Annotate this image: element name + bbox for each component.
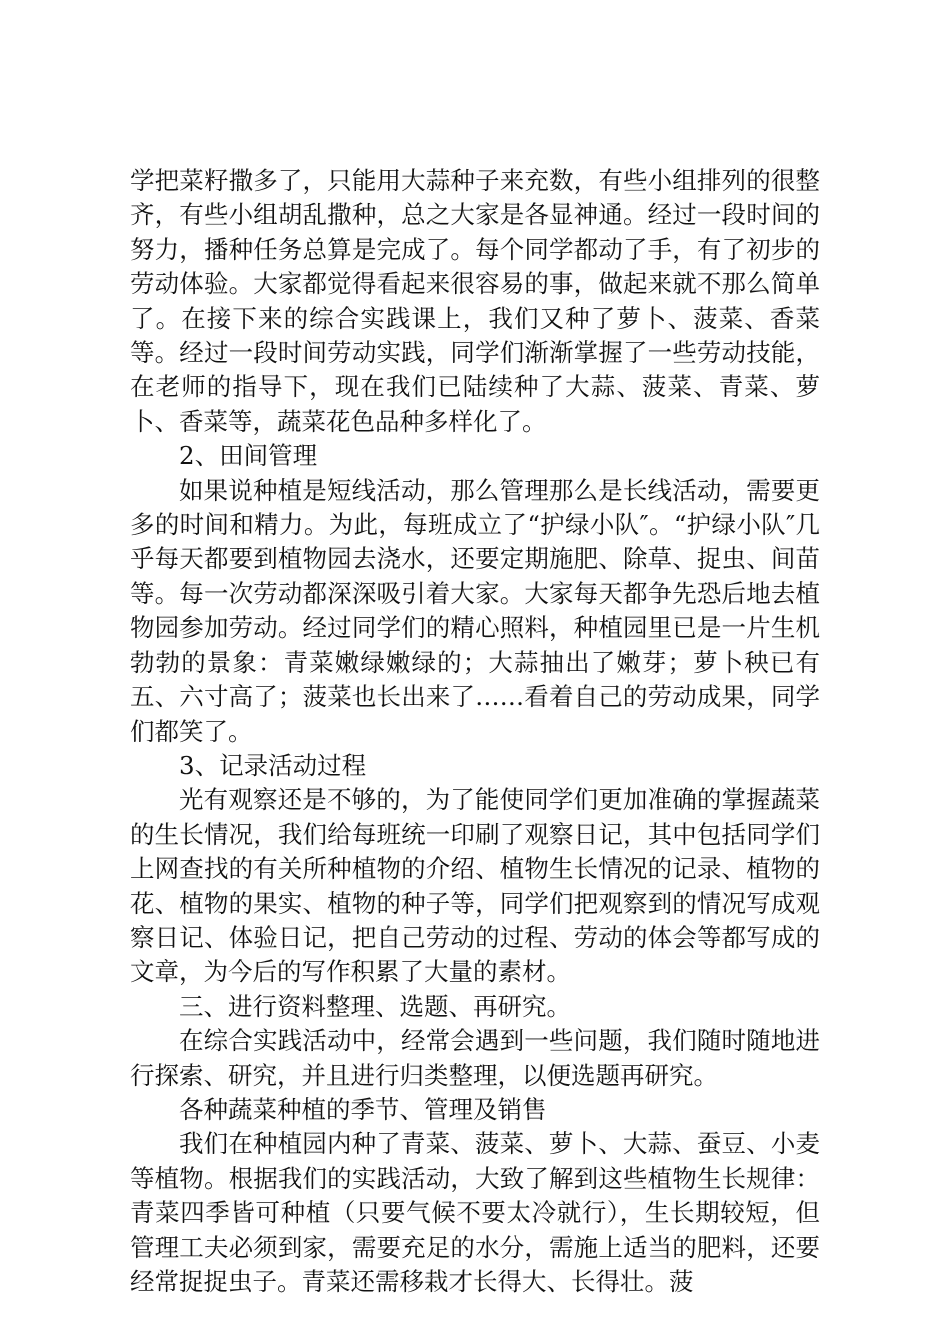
heading-section-three: 三、进行资料整理、选题、再研究。 <box>179 991 571 1021</box>
heading-record-activity: 3、记录活动过程 <box>179 750 367 780</box>
heading-field-management: 2、田间管理 <box>179 441 318 471</box>
paragraph-section-three: 在综合实践活动中，经常会遇到一些问题，我们随时随地进行探索、研究，并且进行归类整理，以便选题再研究。 <box>130 1026 820 1090</box>
heading-vegetable-seasons: 各种蔬菜种植的季节、管理及销售 <box>179 1094 547 1124</box>
paragraph-record-activity: 光有观察还是不够的，为了能使同学们更加准确的掌握蔬菜的生长情况，我们给每班统一印刷了观察日记，其中包括同学们上网查找的有关所种植物的介绍、植物生长情况的记录、植物的花、植物的果实、植物的种子等，同学们把观察到的情况写成观察日记、体验日记，把自己劳动的过程、劳动的体会等都写成的文章，为今后的写作积累了大量的素材。 <box>130 785 820 987</box>
document-page <box>130 164 820 1299</box>
paragraph-vegetable-seasons: 我们在种植园内种了青菜、菠菜、萝卜、大蒜、蚕豆、小麦等植物。根据我们的实践活动，大致了解到这些植物生长规律：青菜四季皆可种植（只要气候不要太冷就行），生长期较短，但管理工夫必须到家，需要充足的水分，需施上适当的肥料，还要经常捉捉虫子。青菜还需移栽才长得大、长得壮。菠 <box>130 1129 820 1296</box>
paragraph-sowing-continued: 学把菜籽撒多了，只能用大蒜种子来充数，有些小组排列的很整齐，有些小组胡乱撒种，总之大家是各显神通。经过一段时间的努力，播种任务总算是完成了。每个同学都动了手，有了初步的劳动体验。大家都觉得看起来很容易的事，做起来就不那么简单了。在接下来的综合实践课上，我们又种了萝卜、菠菜、香菜等。经过一段时间劳动实践，同学们渐渐掌握了一些劳动技能，在老师的指导下，现在我们已陆续种了大蒜、菠菜、青菜、萝卜、香菜等，蔬菜花色品种多样化了。 <box>130 166 820 436</box>
paragraph-field-management: 如果说种植是短线活动，那么管理那么是长线活动，需要更多的时间和精力。为此，每班成立了“护绿小队″。“护绿小队″几乎每天都要到植物园去浇水，还要定期施肥、除草、捉虫、间苗等。每一次劳动都深深吸引着大家。大家每天都争先恐后地去植物园参加劳动。经过同学们的精心照料，种植园里已是一片生机勃勃的景象：青菜嫩绿嫩绿的；大蒜抽出了嫩芽；萝卜秧已有五、六寸高了；菠菜也长出来了……看着自己的劳动成果，同学们都笑了。 <box>130 475 820 746</box>
